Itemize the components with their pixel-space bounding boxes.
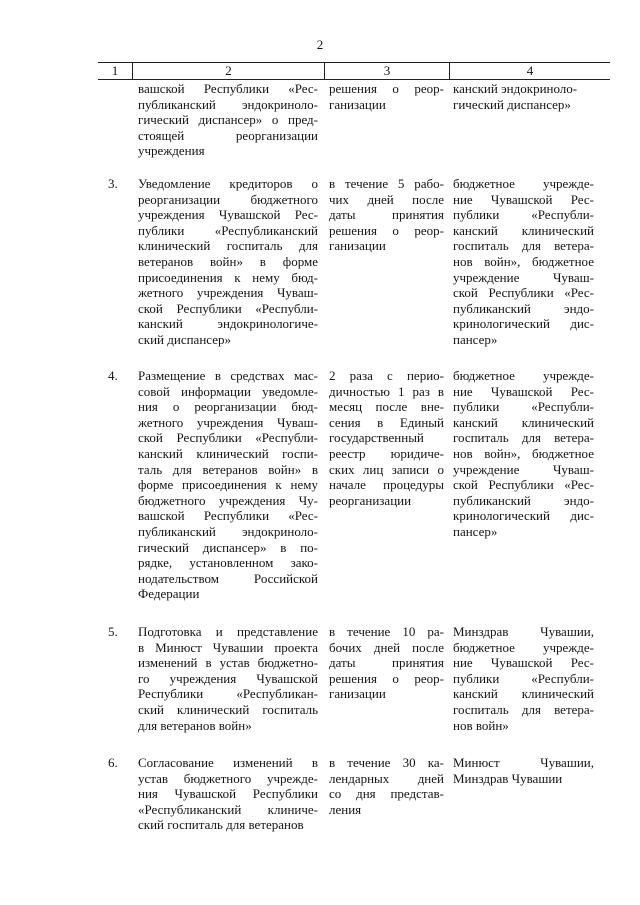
- text-line: изменений в устав бюджетно-: [138, 655, 318, 671]
- text-line: публики «Республи-: [453, 207, 594, 223]
- text-line: учреждение Чуваш-: [453, 269, 594, 285]
- text-line: гический диспансер» о пред-: [138, 112, 318, 128]
- text-line: пансер»: [453, 331, 498, 347]
- row-number: 4.: [108, 368, 118, 383]
- text-line: ской Республики «Рес-: [453, 477, 594, 493]
- page-number: 2: [316, 37, 324, 52]
- text-line: ский диспансер»: [138, 331, 231, 347]
- header-col-2: 2: [225, 63, 232, 78]
- text-line: решения о реор-: [329, 222, 444, 238]
- text-line: нов войн», бюджетное: [453, 253, 594, 269]
- text-line: присоединения к нему бюд-: [138, 269, 318, 285]
- text-line: вашской Республики «Рес-: [138, 508, 318, 524]
- text-line: гический диспансер»: [453, 96, 571, 112]
- text-line: ние Чувашской Рес-: [453, 383, 594, 399]
- text-line: пансер»: [453, 523, 498, 539]
- text-line: форме присоединения к нему: [138, 477, 318, 493]
- text-line: Минздрав Чувашии: [453, 770, 563, 786]
- text-line: государственный: [329, 430, 424, 446]
- row-term-cell: [329, 176, 444, 254]
- text-line: стоящей реорганизации: [138, 127, 318, 143]
- text-line: публики «Республи-: [453, 399, 594, 415]
- text-line: бюджетное учрежде-: [453, 639, 594, 655]
- row-term-cell: [329, 624, 444, 702]
- text-line: учреждение Чуваш-: [453, 461, 594, 477]
- text-line: Республики «Республикан-: [138, 686, 318, 702]
- row-action-cell: [138, 176, 318, 348]
- text-line: таль для ветеранов войн» в: [138, 461, 318, 477]
- text-line: в течение 10 ра-: [329, 624, 444, 639]
- text-line: ния Чувашской Республики: [138, 786, 318, 802]
- text-line: решения о реор-: [329, 81, 444, 96]
- text-line: ский клинический госпиталь: [138, 701, 318, 717]
- text-line: ние Чувашской Рес-: [453, 655, 594, 671]
- text-line: в Минюст Чувашии проекта: [138, 639, 318, 655]
- text-line: Минздрав Чувашии,: [453, 624, 594, 639]
- text-line: ние Чувашской Рес-: [453, 191, 594, 207]
- text-line: жетного учреждения Чуваш-: [138, 414, 318, 430]
- text-line: рядке, установленном зако-: [138, 555, 318, 571]
- text-line: ских лиц записи о: [329, 461, 444, 477]
- text-line: ления: [329, 801, 362, 817]
- text-line: бочих дней после: [329, 639, 444, 655]
- text-line: кринологический дис-: [453, 316, 594, 332]
- text-line: даты принятия: [329, 207, 444, 223]
- text-line: учреждения Чувашской Рес-: [138, 207, 318, 223]
- row-action-cell: [138, 368, 318, 602]
- text-line: кринологический дис-: [453, 508, 594, 524]
- text-line: Согласование изменений в: [138, 755, 318, 770]
- text-line: в течение 30 ка-: [329, 755, 444, 770]
- text-line: «Республиканский клиниче-: [138, 801, 318, 817]
- text-line: месяц после вне-: [329, 399, 444, 415]
- text-line: гический диспансер» в по-: [138, 539, 318, 555]
- text-line: в течение 5 рабо-: [329, 176, 444, 191]
- row-term-cell: [329, 81, 444, 112]
- text-line: ской Республики «Рес-: [453, 285, 594, 301]
- text-line: Минюст Чувашии,: [453, 755, 594, 770]
- text-line: го учреждения Чувашской: [138, 670, 318, 686]
- text-line: совой информации уведомле-: [138, 383, 318, 399]
- text-line: канский клинический: [453, 686, 594, 702]
- text-line: нов войн»: [453, 717, 509, 733]
- header-col-1: 1: [111, 63, 119, 78]
- row-responsible-cell: [453, 624, 594, 733]
- text-line: Подготовка и представление: [138, 624, 318, 639]
- text-line: публиканский эндо-: [453, 300, 594, 316]
- row-responsible-cell: [453, 755, 594, 786]
- row-number: 6.: [108, 755, 118, 770]
- text-line: канский эндокринологиче-: [138, 316, 318, 332]
- text-line: публики «Республи-: [453, 670, 594, 686]
- text-line: публиканский эндокриноло-: [138, 96, 318, 112]
- row-term-cell: [329, 368, 444, 508]
- header-col-3: 3: [383, 63, 391, 78]
- text-line: Размещение в средствах мас-: [138, 368, 318, 383]
- text-line: бюджетного учреждения Чу-: [138, 492, 318, 508]
- text-line: ской Республики «Республи-: [138, 300, 318, 316]
- text-line: публиканский эндо-: [453, 492, 594, 508]
- row-action-cell: [138, 81, 318, 159]
- text-line: госпиталь для ветера-: [453, 701, 594, 717]
- text-line: госпиталь для ветера-: [453, 238, 594, 254]
- text-line: лендарных дней: [329, 770, 444, 786]
- text-line: канский клинический: [453, 414, 594, 430]
- text-line: ганизации: [329, 686, 386, 702]
- text-line: ветеранов войн» в форме: [138, 253, 318, 269]
- text-line: Федерации: [138, 586, 200, 602]
- text-line: Уведомление кредиторов о: [138, 176, 318, 191]
- text-line: госпиталь для ветера-: [453, 430, 594, 446]
- text-line: ской Республики «Республи-: [138, 430, 318, 446]
- header-col-4: 4: [526, 63, 534, 78]
- text-line: канский клинический госпи-: [138, 445, 318, 461]
- text-line: жетного учреждения Чуваш-: [138, 285, 318, 301]
- text-line: реестр юридиче-: [329, 445, 444, 461]
- text-line: ния о реорганизации бюд-: [138, 399, 318, 415]
- text-line: устав бюджетного учрежде-: [138, 770, 318, 786]
- text-line: канский клинический: [453, 222, 594, 238]
- text-line: реорганизации: [329, 492, 412, 508]
- row-term-cell: [329, 755, 444, 817]
- text-line: клинический госпиталь для: [138, 238, 318, 254]
- text-line: сения в Единый: [329, 414, 444, 430]
- text-line: реорганизации бюджетного: [138, 191, 318, 207]
- text-line: дичностью 1 раз в: [329, 383, 444, 399]
- text-line: начале процедуры: [329, 477, 444, 493]
- text-line: нодательством Российской: [138, 570, 318, 586]
- text-line: чих дней после: [329, 191, 444, 207]
- row-responsible-cell: [453, 368, 594, 540]
- text-line: 2 раза с перио-: [329, 368, 444, 383]
- row-number: 3.: [108, 176, 118, 191]
- text-line: нов войн», бюджетное: [453, 445, 594, 461]
- text-line: даты принятия: [329, 655, 444, 671]
- text-line: бюджетное учрежде-: [453, 176, 594, 191]
- text-line: публики «Республиканский: [138, 222, 318, 238]
- row-number: 5.: [108, 624, 118, 639]
- text-line: со дня представ-: [329, 786, 444, 802]
- text-line: учреждения: [138, 143, 205, 159]
- text-line: бюджетное учрежде-: [453, 368, 594, 383]
- text-line: для ветеранов войн»: [138, 717, 252, 733]
- text-line: ский госпиталь для ветеранов: [138, 817, 304, 833]
- row-responsible-cell: [453, 176, 594, 348]
- text-line: ганизации: [329, 238, 386, 254]
- row-action-cell: [138, 624, 318, 733]
- row-responsible-cell: [453, 81, 594, 112]
- text-line: вашской Республики «Рес-: [138, 81, 318, 96]
- table-header: [98, 62, 610, 80]
- text-line: публиканский эндокриноло-: [138, 523, 318, 539]
- text-line: ганизации: [329, 96, 386, 112]
- text-line: решения о реор-: [329, 670, 444, 686]
- row-action-cell: [138, 755, 318, 833]
- text-line: канский эндокриноло-: [453, 81, 578, 96]
